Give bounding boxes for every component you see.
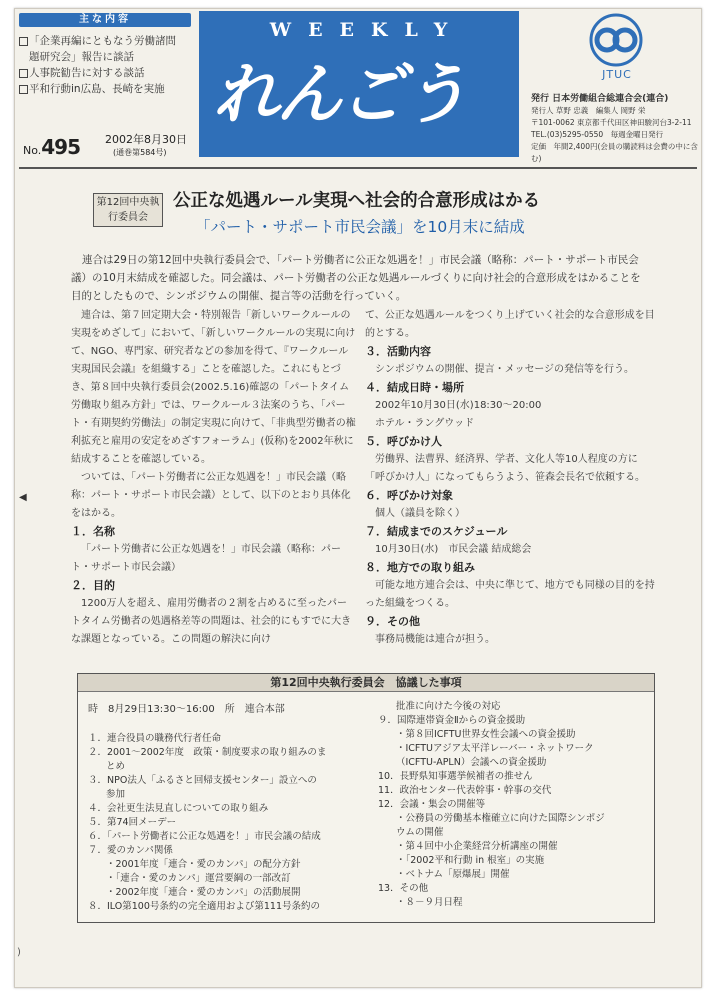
- decision-subitem: ・2001年度「連合・愛のカンパ」の配分方針: [106, 859, 301, 870]
- org-abbr: JTUC: [602, 68, 632, 81]
- decision-subitem: ・「連合・愛のカンパ」運営要綱の一部改訂: [106, 873, 291, 884]
- decision-item: ８．ILO第100号条約の完全適用および第111号条約の: [88, 901, 320, 912]
- page-edge-mark-icon: ): [17, 947, 21, 958]
- section-heading: ９．その他: [365, 615, 420, 628]
- header-divider: [19, 167, 697, 169]
- decision-subitem: とめ: [106, 761, 126, 772]
- decision-subitem: 参加: [106, 789, 126, 800]
- masthead-weekly: WEEKLY: [269, 19, 465, 41]
- decision-item: ７．愛のカンパ関係: [88, 845, 173, 856]
- decision-subitem: ウムの開催: [396, 827, 444, 838]
- article-paragraph: 労働界、法曹界、経済界、学者、文化人等10人程度の方に「呼びかけ人」になってもらうよう、笹森会長名で依頼する。: [365, 454, 645, 483]
- page-marker-icon: ◀: [19, 492, 27, 503]
- article-column-right: [365, 307, 655, 649]
- decisions-meta: 時 8月29日13:30～16:00 所 連合本部: [88, 704, 285, 715]
- issue-number: [23, 135, 80, 159]
- article-paragraph: 個人（議員を除く）: [375, 508, 465, 519]
- issue-date-note: (通巻第584号): [113, 148, 167, 157]
- decision-item: 10．長野県知事選挙候補者の推せん: [378, 771, 533, 782]
- section-heading: １．名称: [71, 525, 115, 538]
- article-paragraph: ついては、「パート労働者に公正な処遇を！」市民会議（略称：パート・サポート市民会議）として、以下のとおり具体化をはかる。: [71, 472, 351, 519]
- article-paragraph: 10月30日(水) 市民会議 結成総会: [375, 544, 532, 555]
- decisions-list-right: [378, 700, 650, 910]
- toc-item: 題研究会」報告に談話: [29, 51, 134, 63]
- decision-subitem: ・2002年度「連合・愛のカンパ」の活動展開: [106, 887, 301, 898]
- decisions-box: [77, 673, 655, 923]
- decision-item: ５．第74回メーデー: [88, 817, 177, 828]
- article-lead: 連合は29日の第12回中央執行委員会で、「パート労働者に公正な処遇を！」市民会議（略称：パート・サポート市民会議）の10月末結成を確認した。同会議は、パート労働者の公正な処遇ルールづくりに向け社会的合意形成をはかることを目的としたもので、シンポジウムの開催、提言等の活動を行っていく。: [71, 254, 641, 302]
- toc-title: 主な内容: [19, 13, 191, 27]
- masthead-title: れんごう: [213, 56, 465, 133]
- decision-subitem: ・公務員の労働基本権確立に向けた国際シンポジ: [396, 813, 605, 824]
- article-headline: 公正な処遇ルール実現へ社会的合意形成はかる: [173, 191, 541, 211]
- section-heading: ８．地方での取り組み: [365, 561, 475, 574]
- decision-subitem: ・第４回中小企業経営分析講座の開催: [396, 841, 558, 852]
- publisher-line: 発行 日本労働組合総連合会(連合): [531, 94, 669, 104]
- toc-item: 「企業再編にともなう労働諸問: [19, 33, 191, 49]
- toc-item: 人事院勧告に対する談話: [19, 65, 191, 81]
- decisions-title: 第12回中央執行委員会 協議した事項: [78, 674, 654, 692]
- issue-number-value: 495: [41, 135, 81, 159]
- table-of-contents: [19, 13, 191, 115]
- decision-subitem: ・ICFTUアジア太平洋レーバー・ネットワーク: [396, 743, 594, 754]
- article-subhead: 「パート・サポート市民会議」を10月末に結成: [195, 218, 525, 236]
- issue-date: [105, 133, 187, 159]
- article-paragraph: ホテル・ラングウッド: [375, 418, 475, 429]
- decision-subitem: ・「2002平和行動 in 根室」の実施: [396, 855, 545, 866]
- decision-item: ４．会社更生法見直しについての取り組み: [88, 803, 269, 814]
- decision-subitem: ・ベトナム「原爆展」開催: [396, 869, 510, 880]
- publisher-line: 〒101-0062 東京都千代田区神田駿河台3-2-11: [531, 118, 692, 127]
- article-paragraph: 1200万人を超え、雇用労働者の２割を占めるに至ったパートタイム労働者の処遇格差等の問題は、社会的にもすでに大きな課題となっている。この問題の解決に向け: [71, 598, 352, 645]
- decision-item: １．連合役員の職務代行者任命: [88, 733, 222, 744]
- section-heading: ６．呼びかけ対象: [365, 489, 453, 502]
- issue-date-value: 2002年8月30日: [105, 133, 187, 146]
- article-paragraph: て、公正な処遇ルールをつくり上げていく社会的な合意形成を目的とする。: [365, 310, 655, 339]
- toc-list: [19, 33, 191, 97]
- decision-item: ２．2001～2002年度 政策・制度要求の取り組みのま: [88, 747, 327, 758]
- article-paragraph: シンポジウムの開催、提言・メッセージの発信等を行う。: [375, 364, 635, 375]
- issue-prefix: No.: [23, 144, 42, 157]
- section-heading: ３．活動内容: [365, 345, 431, 358]
- toc-item: 平和行動in広島、長崎を実施: [19, 81, 191, 97]
- decision-item: ９．国際連帯資金Ⅱからの資金援助: [378, 715, 526, 726]
- publisher-info: [529, 13, 699, 163]
- publisher-details: [531, 93, 701, 165]
- section-heading: ５．呼びかけ人: [365, 435, 442, 448]
- article-paragraph: 2002年10月30日(水)18:30～20:00: [375, 400, 542, 411]
- decision-item: ３．NPO法人「ふるさと回帰支援センター」設立への: [88, 775, 317, 786]
- decision-subitem: ・８－９月日程: [396, 897, 463, 908]
- decision-subitem: 批准に向けた今後の対応: [396, 701, 501, 712]
- article-paragraph: 事務局機能は連合が担う。: [375, 634, 495, 645]
- article-kicker: 第12回中央執行委員会: [93, 193, 163, 227]
- decisions-list-left: [88, 732, 368, 914]
- decision-item: 13．その他: [378, 883, 429, 894]
- article-paragraph: 「パート労働者に公正な処遇を！」市民会議（略称：パート・サポート市民会議）: [71, 544, 341, 573]
- decision-item: 11．政治センター代表幹事・幹事の交代: [378, 785, 552, 796]
- article-paragraph: 連合は、第７回定期大会・特別報告「新しいワークルールの実現をめざして」において、「新しいワークルールの実現に向けて、NGO、専門家、研究者などの参加を得て、『ワークルール実現国民会議』を組織する」ことを確認した。これにもとづき、第８回中央執行委員会(2002.5.16)確認の「パートタイム労働取り組み方針」では、ワークルール３法案のうち、「パート・有期契約労働法」の制定実現に向けて、「非典型労働者の権利拡充と雇用の安定をめざすフォーラム」(仮称)を2002年秋に結成することを確認している。: [71, 310, 356, 465]
- article-column-left: [71, 307, 356, 649]
- masthead: [199, 11, 519, 157]
- decision-item: ６．「パート労働者に公正な処遇を！」市民会議の結成: [88, 831, 321, 842]
- publisher-line: 発行人 草野 忠義 編集人 岡野 栄: [531, 106, 646, 115]
- decision-item: 12．会議・集会の開催等: [378, 799, 486, 810]
- publisher-line: TEL.(03)5295-0550 毎週金曜日発行: [531, 130, 664, 139]
- article-paragraph: 可能な地方連合会は、中央に準じて、地方でも同様の目的を持った組織をつくる。: [365, 580, 655, 609]
- decision-subitem: ・第８回ICFTU世界女性会議への資金援助: [396, 729, 576, 740]
- section-heading: ７．結成までのスケジュール: [365, 525, 508, 538]
- rengo-logo-icon: [587, 13, 645, 67]
- section-heading: ４．結成日時・場所: [365, 381, 464, 394]
- newsletter-page: [14, 8, 702, 988]
- decision-subitem: （ICFTU-APLN）会議への資金援助: [396, 757, 547, 768]
- publisher-line: 定価 年間2,400円(会員の購読料は会費の中に含む): [531, 142, 698, 163]
- section-heading: ２．目的: [71, 579, 115, 592]
